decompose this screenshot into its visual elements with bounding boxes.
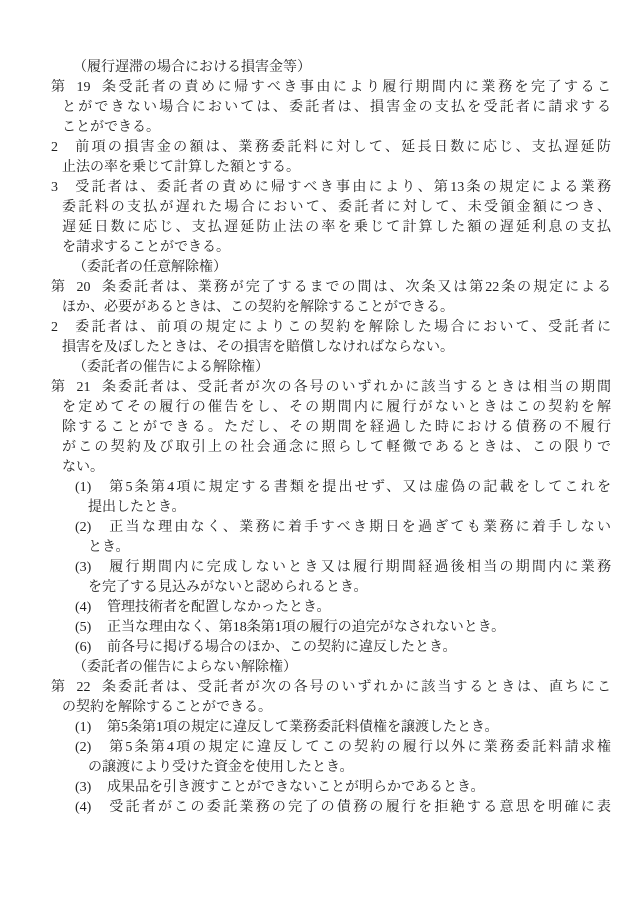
line-text: 第5条第1項の規定に違反して業務委託料債権を譲渡したとき。	[107, 720, 499, 735]
item-number: (4)	[75, 600, 92, 615]
paragraph-continuation: を請求することができる。	[62, 240, 230, 255]
item-number: (2)	[75, 520, 92, 535]
article-22-item-1	[75, 718, 611, 738]
line-text: 第5条第4項の規定に違反してこの契約の履行以外に業務委託料請求権	[107, 740, 611, 755]
line-text: 前項の損害金の額は、業務委託料に対して、延長日数に応じ、支払遅延防	[73, 140, 611, 155]
article-21-line	[51, 378, 611, 398]
line-text: 委託者は、受託者が次の各号のいずれかに該当するときは、直ちにこ	[116, 680, 611, 695]
paragraph-continuation: 損害を及ぼしたときは、その損害を賠償しなければならない。	[62, 340, 454, 355]
line-text: 管理技術者を配置しなかったとき。	[107, 600, 331, 615]
item-number: (5)	[75, 620, 92, 635]
article-21-item-5	[75, 618, 611, 638]
article-20-continuation: ほか、必要があるときは、この契約を解除することができる。	[62, 300, 454, 315]
line-text: 受託者は、委託者の責めに帰すべき事由により、第13条の規定による業務	[73, 180, 611, 195]
article-21-item-3	[75, 558, 611, 578]
item-continuation: 提出したとき。	[88, 500, 186, 515]
article-22-item-2	[75, 738, 611, 758]
article-20-number: 第20条	[51, 280, 116, 295]
item-number: (1)	[75, 480, 92, 495]
article-19-continuation: ことができる。	[62, 120, 160, 135]
item-number: (1)	[75, 720, 92, 735]
article-19-continuation: とができない場合においては、委託者は、損害金の支払を受託者に請求する	[62, 100, 611, 115]
item-number: (3)	[75, 560, 92, 575]
line-text: 履行期間内に完成しないとき又は履行期間経過後相当の期間内に業務	[107, 560, 611, 575]
article-21-item-2	[75, 518, 611, 538]
item-continuation: とき。	[88, 540, 130, 555]
article-21-continuation: を定めてその履行の催告をし、その期間内に履行がないときはこの契約を解	[62, 400, 611, 415]
article-22-item-3	[75, 778, 611, 798]
item-number: (3)	[75, 780, 92, 795]
article-20-line	[51, 278, 611, 298]
article-19-para-2	[51, 138, 611, 158]
article-22-item-4	[75, 798, 611, 818]
article-21-continuation: がこの契約及び取引上の社会通念に照らして軽微であるときは、この限りで	[62, 440, 611, 455]
line-text: 成果品を引き渡すことができないことが明らかであるとき。	[107, 780, 485, 795]
line-text: 受託者がこの委託業務の完了の債務の履行を拒絶する意思を明確に表	[107, 800, 611, 815]
article-21-continuation: 除することができる。ただし、その期間を経過した時における債務の不履行	[62, 420, 611, 435]
article-21-item-1	[75, 478, 611, 498]
line-text: 第5条第4項に規定する書類を提出せず、又は虚偽の記載をしてこれを	[107, 480, 611, 495]
line-text: 正当な理由なく、第18条第1項の履行の追完がなされないとき。	[107, 620, 506, 635]
line-text: 受託者の責めに帰すべき事由により履行期間内に業務を完了するこ	[116, 80, 611, 95]
line-text: 前各号に掲げる場合のほか、この契約に違反したとき。	[107, 640, 457, 655]
line-text: 委託者は、業務が完了するまでの間は、次条又は第22条の規定による	[116, 280, 611, 295]
article-22-continuation: の契約を解除することができる。	[62, 700, 272, 715]
article-19-line	[51, 78, 611, 98]
article-22-number: 第22条	[51, 680, 116, 695]
item-number: (4)	[75, 800, 92, 815]
clause-heading-voluntary-termination: （委託者の任意解除権）	[73, 260, 227, 275]
article-21-continuation: ない。	[62, 460, 104, 475]
line-text: 委託者は、前項の規定によりこの契約を解除した場合において、受託者に	[73, 320, 611, 335]
paragraph-continuation: 遅延日数に応じ、支払遅延防止法の率を乗じて計算した額の遅延利息の支払	[62, 220, 611, 235]
article-19-number: 第19条	[51, 80, 116, 95]
article-22-line	[51, 678, 611, 698]
article-20-para-2	[51, 318, 611, 338]
paragraph-continuation: 委託料の支払が遅れた場合において、委託者に対して、未受領金額につき、	[62, 200, 611, 215]
line-text: 委託者は、受託者が次の各号のいずれかに該当するときは相当の期間	[116, 380, 611, 395]
clause-heading-damages: （履行遅滞の場合における損害金等）	[73, 60, 311, 75]
item-number: (6)	[75, 640, 92, 655]
clause-heading-termination-with-demand: （委託者の催告による解除権）	[73, 360, 269, 375]
paragraph-number: 2	[51, 140, 58, 155]
paragraph-number: 3	[51, 180, 58, 195]
item-continuation: を完了する見込みがないと認められるとき。	[88, 580, 368, 595]
article-19-para-3	[51, 178, 611, 198]
contract-text-block	[51, 58, 611, 818]
clause-heading-termination-without-demand: （委託者の催告によらない解除権）	[73, 660, 297, 675]
paragraph-continuation: 止法の率を乗じて計算した額とする。	[62, 160, 300, 175]
article-21-item-4	[75, 598, 611, 618]
article-21-number: 第21条	[51, 380, 116, 395]
line-text: 正当な理由なく、業務に着手すべき期日を過ぎても業務に着手しない	[107, 520, 611, 535]
article-21-item-6	[75, 638, 611, 658]
paragraph-number: 2	[51, 320, 58, 335]
item-number: (2)	[75, 740, 92, 755]
item-continuation: の譲渡により受けた資金を使用したとき。	[88, 760, 354, 775]
